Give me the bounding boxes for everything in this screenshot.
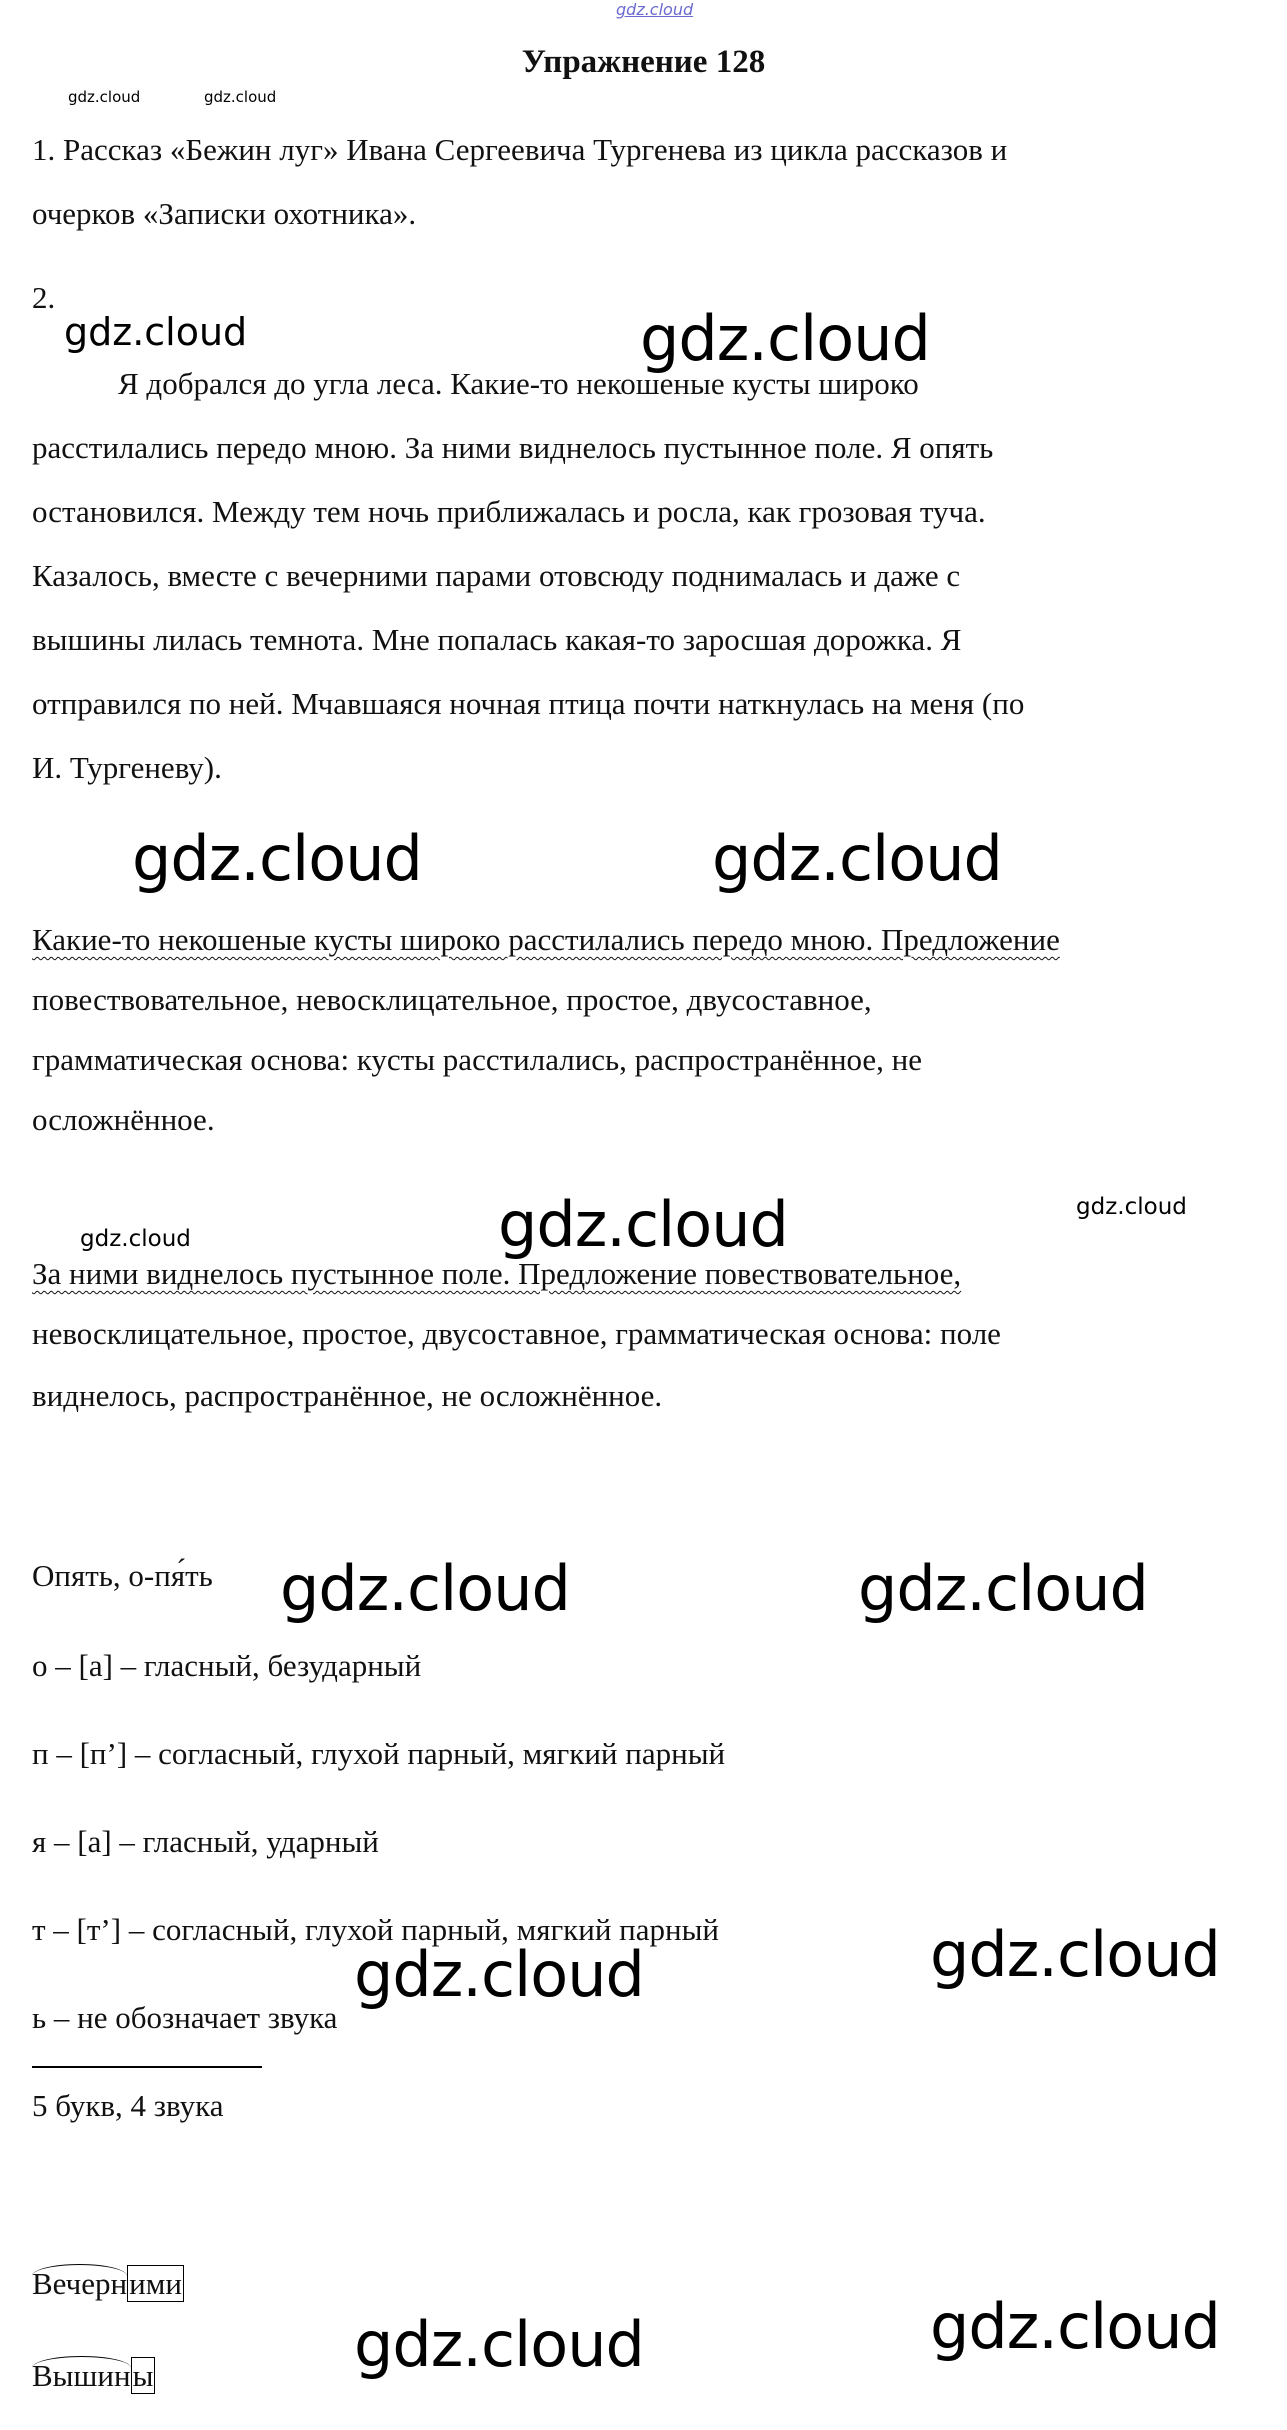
- watermark: gdz.cloud: [132, 822, 422, 895]
- watermark-small: gdz.cloud: [204, 88, 277, 106]
- watermark: gdz.cloud: [712, 822, 1002, 895]
- watermark: gdz.cloud: [640, 302, 930, 375]
- watermark: gdz.cloud: [858, 1552, 1148, 1625]
- word-root: Вышин: [32, 2358, 131, 2393]
- watermark-small: gdz.cloud: [68, 88, 141, 106]
- task1-line: 1. Рассказ «Бежин луг» Ивана Сергеевича Тургенева из цикла рассказов и: [32, 132, 1008, 167]
- phonetic-sound: п – [п’] – согласный, глухой парный, мягкий парный: [32, 1736, 726, 1771]
- analysis1-line: [32, 924, 1060, 955]
- text-line-3: [32, 496, 986, 527]
- phonetic-summary: 5 букв, 4 звука: [32, 2088, 224, 2123]
- text-line: остановился. Между тем ночь приближалась и росла, как грозовая туча.: [32, 494, 986, 529]
- word-ending: ы: [132, 2358, 154, 2393]
- analysis1-line: повествовательное, невосклицательное, простое, двусоставное,: [32, 982, 872, 1017]
- text-line: расстилались передо мною. За ними виднелось пустынное поле. Я опять: [32, 430, 994, 465]
- text-line: Казалось, вместе с вечерними парами отовсюду поднималась и даже с: [32, 558, 961, 593]
- analysis2-line: невосклицательное, простое, двусоставное, грамматическая основа: поле: [32, 1316, 1001, 1351]
- watermark: gdz.cloud: [280, 1552, 570, 1625]
- watermark: gdz.cloud: [930, 2290, 1220, 2363]
- site-mark[interactable]: gdz.cloud: [616, 0, 694, 19]
- morpheme-word-1: [32, 2268, 184, 2299]
- phonetic-sound: я – [а] – гласный, ударный: [32, 1824, 379, 1859]
- text-line: И. Тургеневу).: [32, 750, 222, 785]
- text-line-4: [32, 560, 960, 591]
- watermark: gdz.cloud: [498, 1188, 788, 1261]
- phonetic-word: Опять, о-пя́ть: [32, 1558, 213, 1593]
- text-line: вышины лилась темнота. Мне попалась какая-то заросшая дорожка. Я: [32, 622, 962, 657]
- text-line: Я добрался до угла леса. Какие-то некошеные кусты широко: [118, 366, 919, 401]
- task2-number: 2.: [32, 280, 56, 315]
- morpheme-word-2: [32, 2360, 155, 2391]
- phonetic-sound: ь – не обозначает звука: [32, 2000, 338, 2035]
- watermark: gdz.cloud: [64, 310, 248, 354]
- analysis-sentence: За ними виднелось пустынное поле. Предложение повествовательное,: [32, 1256, 962, 1291]
- analysis-sentence: Какие-то некошеные кусты широко расстилались передо мною. Предложение: [32, 922, 1060, 957]
- page-title: Упражнение 128: [521, 44, 766, 80]
- text-line-1: [118, 368, 919, 399]
- analysis2-line: виднелось, распространённое, не осложнённое.: [32, 1378, 663, 1413]
- divider: [32, 2066, 262, 2068]
- text-line: отправился по ней. Мчавшаяся ночная птица почти наткнулась на меня (по: [32, 686, 1025, 721]
- watermark: gdz.cloud: [354, 1938, 644, 2011]
- analysis1-line: осложнённое.: [32, 1102, 215, 1137]
- text-line-7: [32, 752, 222, 783]
- phonetic-sound: т – [т’] – согласный, глухой парный, мягкий парный: [32, 1912, 720, 1947]
- task1-line: очерков «Записки охотника».: [32, 196, 417, 231]
- watermark-small: gdz.cloud: [1076, 1194, 1187, 1220]
- word-ending: ими: [129, 2266, 182, 2301]
- text-line-6: [32, 688, 1024, 719]
- watermark: gdz.cloud: [930, 1918, 1220, 1991]
- watermark-small: gdz.cloud: [80, 1226, 191, 1252]
- text-line-2: [32, 432, 993, 463]
- analysis2-line: [32, 1258, 961, 1289]
- phonetic-sound: о – [а] – гласный, безударный: [32, 1648, 422, 1683]
- text-line-5: [32, 624, 961, 655]
- word-root: Вечерн: [32, 2266, 128, 2301]
- analysis1-line: грамматическая основа: кусты расстилались, распространённое, не: [32, 1042, 923, 1077]
- watermark: gdz.cloud: [354, 2308, 644, 2381]
